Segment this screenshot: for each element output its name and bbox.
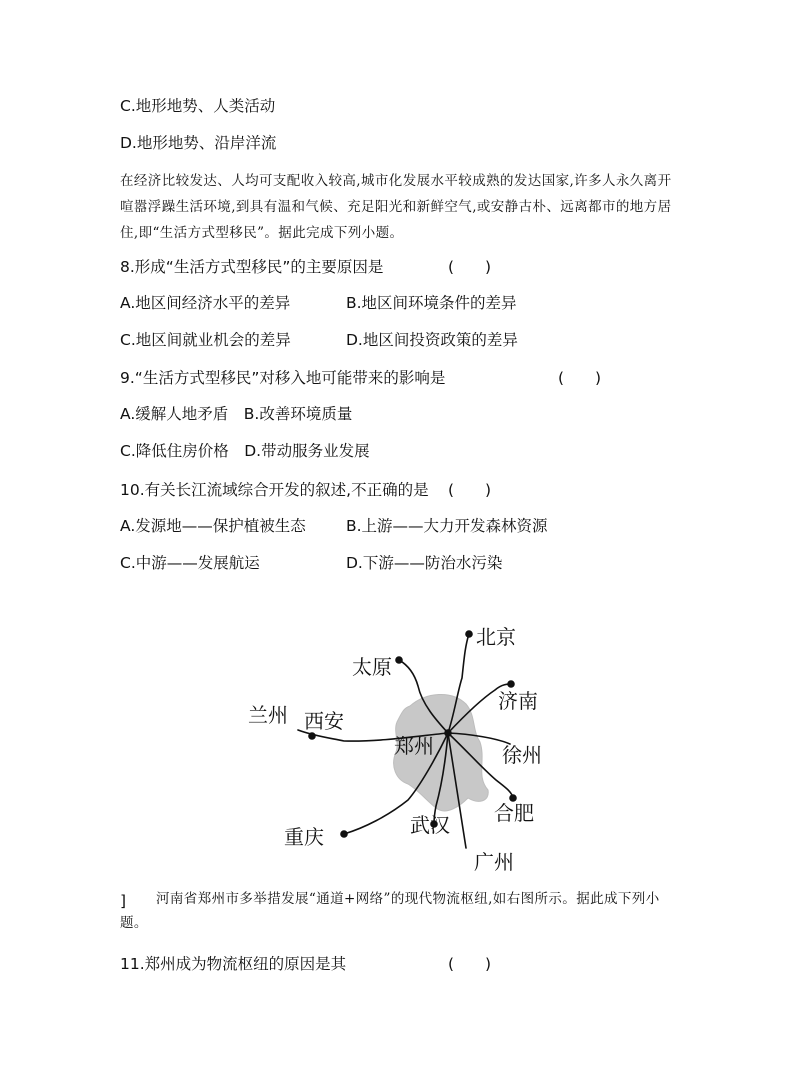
q8-answer-paren: ( ): [448, 258, 492, 276]
option-d-prev: D.地形地势、沿岸洋流: [120, 134, 277, 152]
label-xuzhou: 徐州: [502, 743, 542, 767]
label-xian: 西安: [304, 709, 344, 733]
dot-zhengzhou: [444, 729, 452, 737]
q9-stem: 9.“生活方式型移民”对移入地可能带来的影响是: [120, 369, 446, 387]
passage-lifestyle-migration: 在经济比较发达、人均可支配收入较高,城市化发展水平较成熟的发达国家,许多人永久离开喧嚣浮躁生活环境,到具有温和气候、充足阳光和新鲜空气,或安静古朴、远离都市的地方居住,即“生活方式型移民”。据此完成下列小题。: [120, 173, 672, 241]
q10-option-c: C.中游——发展航运: [120, 554, 260, 572]
label-lanzhou: 兰州: [248, 703, 288, 727]
dot-taiyuan: [395, 656, 403, 664]
zhengzhou-hub-map: [240, 620, 560, 885]
q9-options-cd: C.降低住房价格 D.带动服务业发展: [120, 442, 370, 460]
passage-zhengzhou-hub: 河南省郑州市多举措发展“通道+网络”的现代物流枢纽,如右图所示。据此成下列小题。: [120, 891, 660, 931]
q9-options-ab: A.缓解人地矛盾 B.改善环境质量: [120, 405, 353, 423]
q8-option-b: B.地区间环境条件的差异: [346, 294, 517, 312]
label-hefei: 合肥: [494, 801, 534, 825]
q8-stem: 8.形成“生活方式型移民”的主要原因是: [120, 258, 384, 276]
label-zhengzhou: 郑州: [394, 734, 434, 758]
q10-option-b: B.上游——大力开发森林资源: [346, 517, 548, 535]
label-taiyuan: 太原: [352, 655, 392, 679]
q10-option-d: D.下游——防治水污染: [346, 554, 503, 572]
q9-answer-paren: ( ): [558, 369, 602, 387]
label-chongqing: 重庆: [284, 825, 324, 849]
q10-option-a: A.发源地——保护植被生态: [120, 517, 306, 535]
dot-chongqing: [340, 830, 348, 838]
label-guangzhou: 广州: [474, 850, 514, 874]
label-jinan: 济南: [498, 689, 538, 713]
q11-answer-paren: ( ): [448, 955, 492, 973]
q8-option-c: C.地区间就业机会的差异: [120, 331, 291, 349]
q11-stem: 11.郑州成为物流枢纽的原因是其: [120, 955, 347, 973]
q10-stem: 10.有关长江流域综合开发的叙述,不正确的是: [120, 481, 429, 499]
label-wuhan: 武汉: [410, 813, 450, 837]
dot-jinan: [507, 680, 515, 688]
label-beijing: 北京: [476, 625, 516, 649]
q8-option-d: D.地区间投资政策的差异: [346, 331, 518, 349]
dot-beijing: [465, 630, 473, 638]
passage2-marker: ]: [120, 892, 127, 910]
option-c-prev: C.地形地势、人类活动: [120, 97, 276, 115]
dot-xian: [308, 732, 316, 740]
q10-answer-paren: ( ): [448, 481, 492, 499]
q8-option-a: A.地区间经济水平的差异: [120, 294, 291, 312]
